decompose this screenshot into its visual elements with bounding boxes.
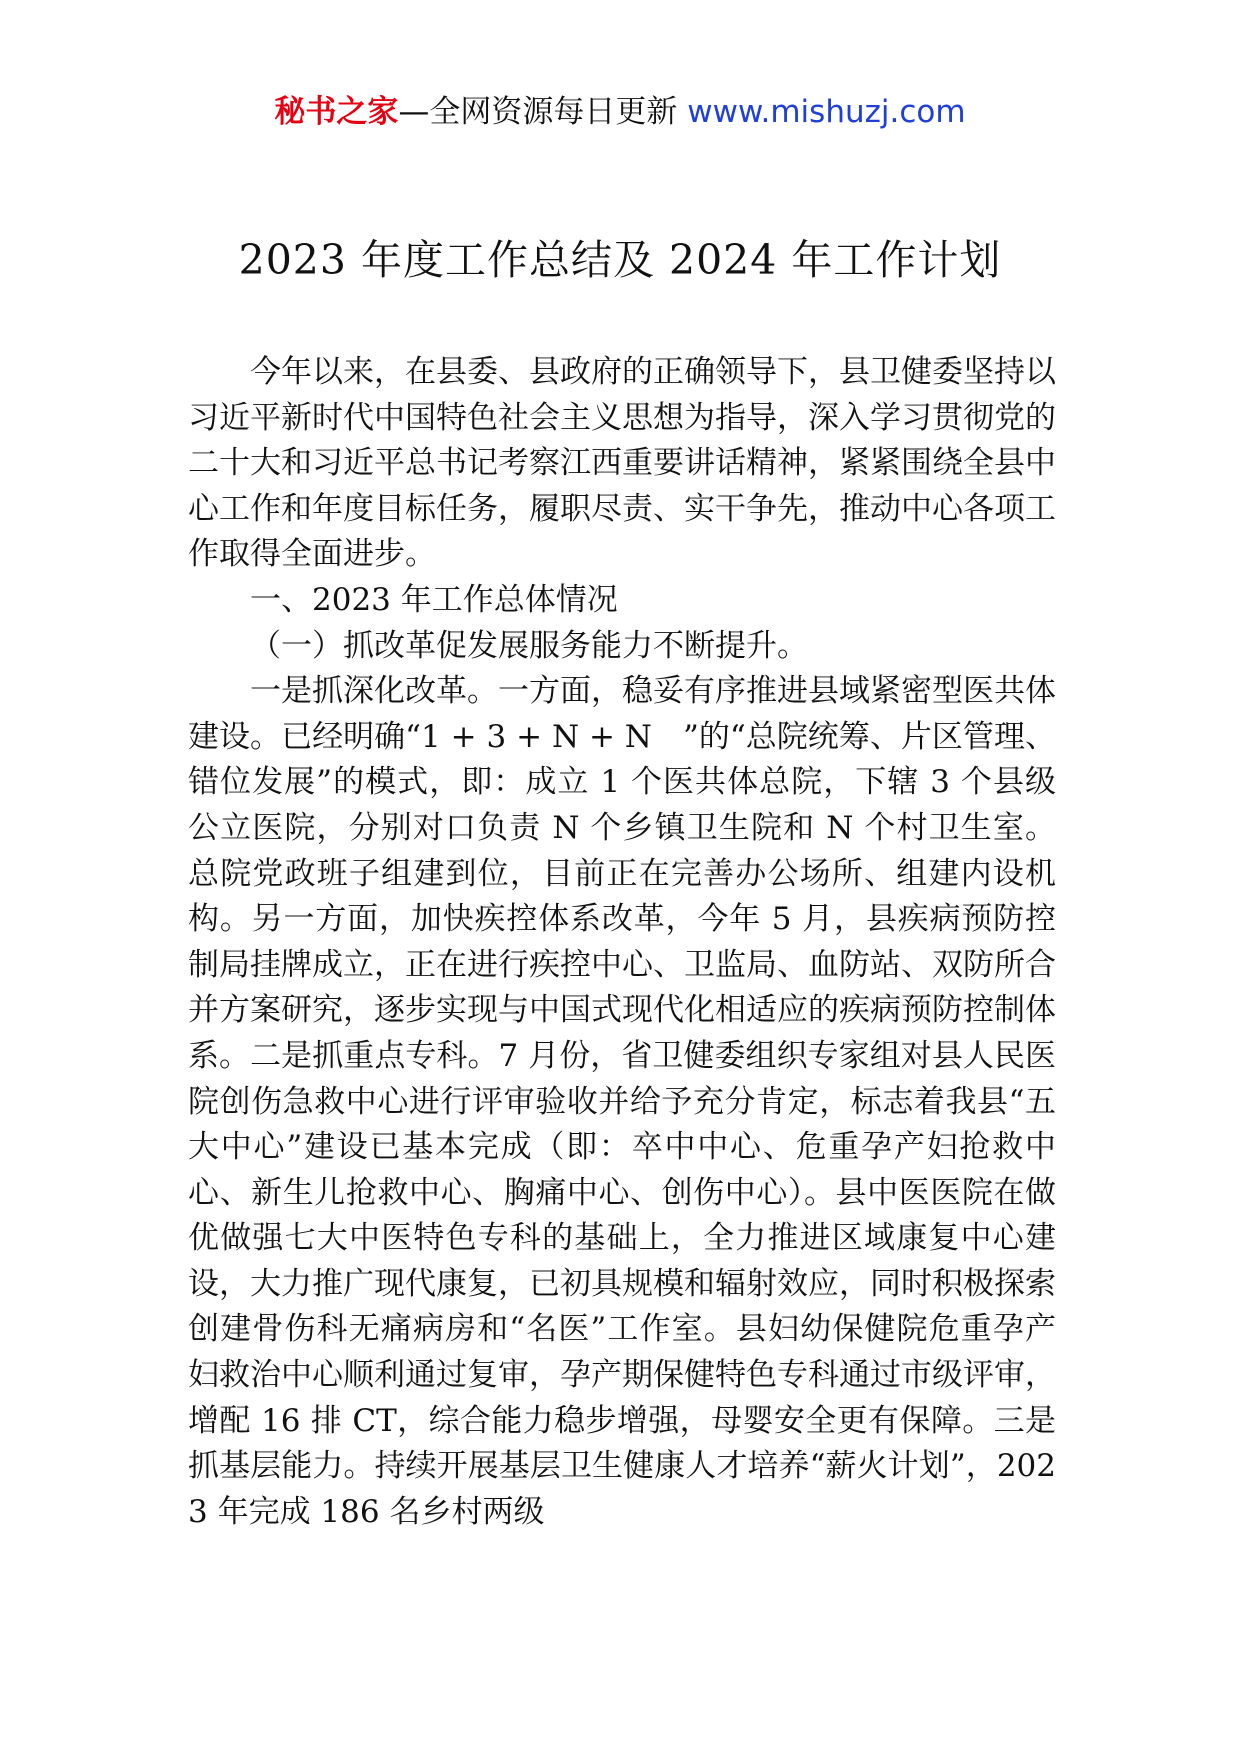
site-tagline: —全网资源每日更新 <box>398 94 678 130</box>
site-brand: 秘书之家 <box>274 94 399 130</box>
document-body <box>188 350 1056 1535</box>
intro-paragraph: 今年以来，在县委、县政府的正确领导下，县卫健委坚持以习近平新时代中国特色社会主义思想为指导，深入学习贯彻党的二十大和习近平总书记考察江西重要讲话精神，紧紧围绕全县中心工作和年度目标任务，履职尽责、实干争先，推动中心各项工作取得全面进步。 <box>188 354 1056 573</box>
body-paragraph: 一是抓深化改革。一方面，稳妥有序推进县域紧密型医共体建设。已经明确“1 + 3 + N + N ”的“总院统筹、片区管理、错位发展”的模式，即：成立 1 个医共体总院，下辖 3 个县级公立医院，分别对口负责 N 个乡镇卫生院和 N 个村卫生室。总院党政班子组建到位，目前正在完善办公场所、组建内设机构。另一方面，加快疾控体系改革，今年 5 月，县疾病预防控制局挂牌成立，正在进行疾控中心、卫监局、血防站、双防所合并方案研究，逐步实现与中国式现代化相适应的疾病预防控制体系。二是抓重点专科。7 月份，省卫健委组织专家组对县人民医院创伤急救中心进行评审验收并给予充分肯定，标志着我县“五大中心”建设已基本完成（即：卒中中心、危重孕产妇抢救中心、新生儿抢救中心、胸痛中心、创伤中心）。县中医医院在做优做强七大中医特色专科的基础上，全力推进区域康复中心建设，大力推广现代康复，已初具规模和辐射效应，同时积极探索创建骨伤科无痛病房和“名医”工作室。县妇幼保健院危重孕产妇救治中心顺利通过复审，孕产期保健特色专科通过市级评审，增配 16 排 CT，综合能力稳步增强，母婴安全更有保障。三是抓基层能力。持续开展基层卫生健康人才培养“薪火计划”，2023 年完成 186 名乡村两级 <box>188 673 1056 1530</box>
document-title: 2023 年度工作总结及 2024 年工作计划 <box>238 236 1002 284</box>
site-header-banner <box>0 92 1240 132</box>
site-url-link[interactable]: www.mishuzj.com <box>687 94 966 130</box>
section-heading: 一、2023 年工作总体情况 <box>250 581 618 618</box>
subsection-heading: （一）抓改革促发展服务能力不断提升。 <box>250 627 808 664</box>
